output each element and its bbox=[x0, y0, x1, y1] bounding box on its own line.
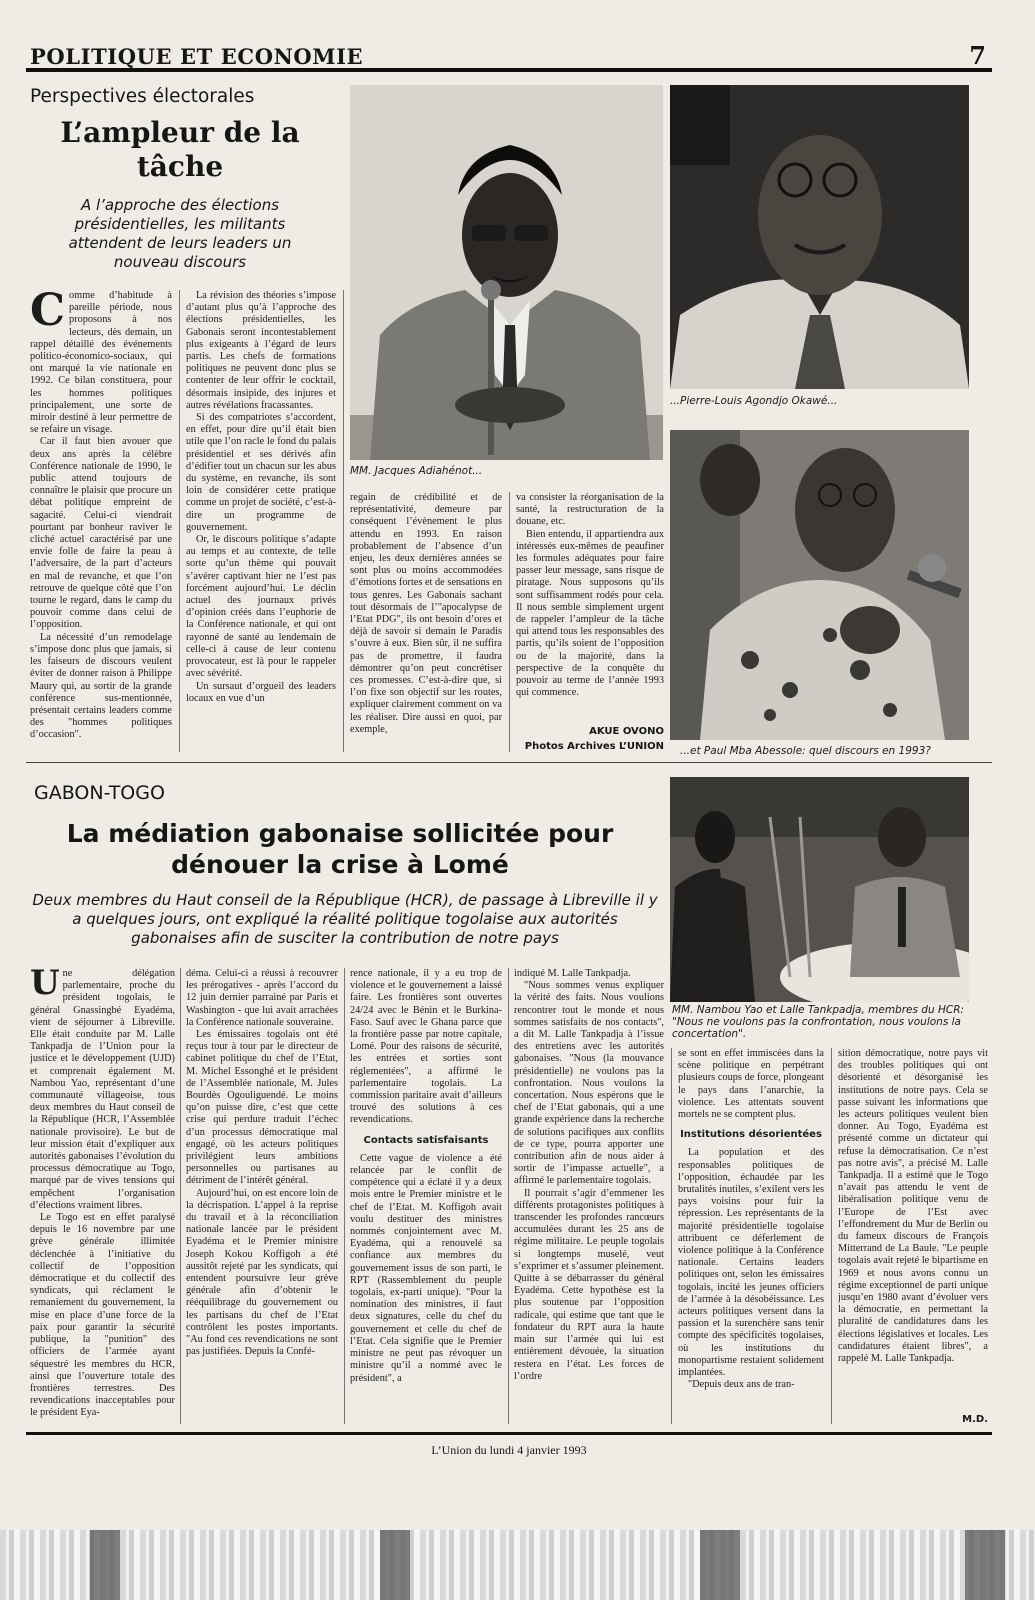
section-title: POLITIQUE ET ECONOMIE bbox=[30, 44, 364, 69]
scan-mark bbox=[700, 1530, 740, 1600]
article2-column-2 bbox=[186, 968, 338, 1424]
article2-col2-p2: Les émissaires togolais ont été reçus tour à tour par le directeur de cabinet politique du chef de l’Etat, M. Michel Essonghé et le président de l’Assemblée nationale, M. Jules Bourdès Ogouliguendé. Le moins qu’on puisse dire, c’est que cette crise qui perdure traduit l’échec d’un processus démocratique mal engagé, où les acteurs politiques privilégient leurs ambitions personnelles ou partisanes au détriment de l’intérêt général. bbox=[186, 1029, 338, 1187]
article2-col2-p3: Aujourd’hui, on est encore loin de la décrispation. L’appel à la reprise du travail et à la réconciliation nationale lancée par le président Eyadéma et le Premier ministre Joseph Kokou Koffigoh a été aussitôt rejeté par les syndicats, qui entendent poursuivre leur grève générale afin d’obtenir le rééquilibrage du gouvernement ou les partisans du chef de l’Etat contrôlent les postes importants. "Au fond ces revendications ne sont pas justifiées. Depuis la Confé- bbox=[186, 1187, 338, 1358]
article2-col2-p1: déma. Celui-ci a réussi à recouvrer les prérogatives - après l’accord du 12 juin dernier parrainé par Paris et Washington - que lui avait arrachées la Conférence nationale souveraine. bbox=[186, 968, 338, 1028]
article2-column-4 bbox=[514, 968, 664, 1424]
article2-col5-p1: se sont en effet immiscées dans la scène politique en perpétrant plusieurs coups de force, plongeant le pays dans l’anarchie, la violence. Les attentats souvent mortels ne se comptent plus. bbox=[678, 1048, 824, 1121]
article1-col1-p2: Car il faut bien avouer que deux ans après la célèbre Conférence nationale de 1990, le public attend toujours de connaître le plaisir que procure un débat politique empreint de sagacité. Celui-ci viendrait pourtant par bonheur raviver le cliché actuel caractérisé par une envie folle de faire la peau à l’adversaire, de la part d’acteurs en mal de revanche, et que l’on retrouve de quelque côté que l’on tourne le regard, dans le camp du pouvoir comme dans celui de l’opposition. bbox=[30, 436, 172, 631]
article1-col3-p1: regain de crédibilité et de représentativité, demeure par conséquent l’évènement le plus attendu en 1993. En raison probablement de l’absence d’un enjeu, les deux dernières années se sont plus ou moins accommodées d’émotions fortes et de sensations en tous genres. Les Gabonais sachant tout désormais de l’"apocalypse de l’Etat PDG", ils ont besoin d’ores et déjà de savoir si demain le Paradis s’ouvre à eux. Bien sûr, il ne suffira pas de promettre, il faudra démontrer qu’on peut concrétiser ces promesses. C’est-à-dire que, si l’on fixe son objectif sur les routes, expliquer clairement comment on va les réaliser. Dire aussi en quoi, par exemple, bbox=[350, 492, 502, 735]
article2-col3-p1: rence nationale, il y a eu trop de violence et le gouvernement a laissé faire. Les frontières sont ouvertes 24/24 avec le Bénin et le Burkina-Faso. Sauf avec le Ghana parce que la frontière passe par notre capitale, Lomé. Pour des raisons de sécurité, les entrées et sorties sont réglementées", a affirmé le parlementaire togolais. La commission paritaire avait d’ailleurs trouvé des solutions à ces revendications. bbox=[350, 968, 502, 1126]
article2-column-1 bbox=[30, 968, 175, 1424]
subhead-institutions: Institutions désorientées bbox=[680, 1129, 822, 1141]
photo-nambou-tankpadja bbox=[670, 777, 969, 1002]
article2-col3-p2: Cette vague de violence a été relancée par le conflit de compétence qui a éclaté il y a deux mois entre le Premier ministre et le chef de l’Etat. M. Koffigoh avait voulu destituer des ministres nommés conjointement avec M. Eyadéma, qui a renouvelé sa confiance aux membres du gouvernement issus de son parti, le RPT (Rassemblement du peuple togolais, ex-parti unique). "Pour la nomination des ministres, il faut deux signatures, celle du chef du gouvernement et celle du chef de l’Etat. Cela signifie que le Premier ministre ne peut pas révoquer un ministre qu’il a nommé avec le président", a bbox=[350, 1152, 502, 1384]
column-rule bbox=[509, 492, 510, 752]
article1-col4-p1: va consister la réorganisation de la santé, la restructuration de la douane, etc. bbox=[516, 492, 664, 528]
article1-col2-p1: La révision des théories s’impose d’autant plus qu’à l’approche des élections présidentielles, les Gabonais seront incontestablement plus exigeants à l’égard de leurs partis. Les chefs de formations politiques ne peuvent donc plus se contenter de leur offrir le cocktail, désormais insipide, des injures et autres révélations fracassantes. bbox=[186, 290, 336, 411]
article2-headline: La médiation gabonaise sollicitée pour dénouer la crise à Lomé bbox=[66, 819, 614, 879]
column-rule bbox=[180, 968, 181, 1424]
page-number: 7 bbox=[969, 41, 986, 70]
article2-col5-p3: "Depuis deux ans de tran- bbox=[688, 1379, 795, 1391]
article-separator bbox=[26, 762, 992, 763]
column-rule bbox=[343, 290, 344, 752]
article2-column-3 bbox=[350, 968, 502, 1424]
scan-mark bbox=[965, 1530, 1005, 1600]
caption-photo3: ...et Paul Mba Abessole: quel discours en 1993? bbox=[680, 745, 931, 757]
article2-signature: M.D. bbox=[962, 1414, 988, 1425]
article1-byline: AKUE OVONO bbox=[589, 726, 664, 737]
article2-column-6 bbox=[838, 1048, 988, 1410]
article1-col2-p2: Si des compatriotes s’accordent, en effet, pour dire qu’il était bien utile que l’on racle le fond du palais présidentiel et ses dérivés afin d’édifier tout un chacun sur les abus du système, en revanche, ils sont loin de considérer cette pratique comme un projet de société, c’est-à-dire un programme de gouvernement. bbox=[186, 412, 336, 533]
article1-standfirst: A l’approche des élections présidentielles, les militants attendent de leurs leaders un nouveau discours bbox=[68, 196, 292, 271]
article1-column-3 bbox=[350, 492, 502, 752]
article2-col4-p1: indiqué M. Lalle Tankpadja. bbox=[514, 968, 631, 979]
scan-mark bbox=[90, 1530, 120, 1600]
page-header bbox=[26, 40, 992, 72]
article2-col4-p3: Il pourrait s’agir d’emmener les différents protagonistes politiques à transcender les profondes rancœurs accumulées durant les 25 ans de régime militaire. Le peuple togolais si longtemps muselé, veut s’exprimer et s’assumer pleinement. Quitte à se débarrasser du général Eyadéma. Cette hypothèse est la plus soutenue par l’opposition radicale, qui estime que tant que le fondateur du RPT aura la haute main sur l’armée qui lui est entièrement dévouée, la situation restera en l’état. Les forces de l’ordre bbox=[514, 1187, 664, 1382]
article2-col1-p2: Le Togo est en effet paralysé depuis le 16 novembre par une grève générale illimitée déclenchée à l’initiative du collectif de l’opposition démocratique et du collectif des syndicats, qui réclament le remaniement du gouvernement, la mise en place d’une force de la paix pour garantir la sécurité publique, la "punition" des officiers de l’armée ayant séquestré les membres du HCR, ainsi que l’ouverture totale des frontières terrestres. Des revendications inacceptables pour le président Eya- bbox=[30, 1212, 175, 1419]
scan-artifact-strip bbox=[0, 1530, 1035, 1600]
caption-photo2: ...Pierre-Louis Agondjo Okawé... bbox=[670, 395, 838, 407]
column-rule bbox=[179, 290, 180, 752]
article2-col1-p1: ne délégation parlementaire, proche du président togolais, le général Gnassingbé Eyadéma, vient de séjourner à Libreville. Elle était conduite par M. Lalle Tankpadja de l’Union pour la justice et le développement (UJD) et comprenait également M. Nambou Yao, représentant d’une communauté villageoise, tous deux membres du Haut conseil de la République (HCR, l’Assemblée nationale provisoire). Le but de leur mission était d’expliquer aux autorités gabonaises l’évolution du processus démocratique au Togo, marqué par de vives tensions qui empêchent l’organisation d’élections vraiment libres. bbox=[30, 968, 175, 1211]
article2-column-5 bbox=[678, 1048, 824, 1424]
column-rule bbox=[508, 968, 509, 1424]
article2-col6-p1: sition démocratique, notre pays vit des troubles politiques qui ont désorienté et désorganisé les institutions de notre pays. Cela se passe suivant les informations que les acteurs politiques veulent bien donner. Au Togo, Eyadéma est présenté comme un dictateur qui refuse la démocratisation. Ce n’est pas notre avis", a précisé M. Lalle Tankpadja. Il a estimé que le Togo n’avait pas attendu le vent de libéralisation politique venu de l’Europe de l’Est avec l’effondrement du Mur de Berlin ou du fameux discours de François Mitterrand de La Baule. "Le peuple togolais avait rejeté le bipartisme en 1969 et nous avons connu un régime exceptionnel de parti unique jusqu’en 1980 avant d’évoluer vers la démocratie, en permettant la pluralité de candidatures dans les élections législatives et locales. Les candidatures étaient libres", a rappelé M. Lalle Tankpadja. bbox=[838, 1048, 988, 1365]
article2-standfirst: Deux membres du Haut conseil de la République (HCR), de passage à Libreville il y a quelques jours, ont expliqué la réalité politique togolaise aux autorités gabonaises afin de susciter la contribution de notre pays bbox=[32, 891, 658, 947]
article1-headline: L’ampleur de la tâche bbox=[60, 116, 300, 183]
photo-agondjo-okawe bbox=[670, 85, 969, 389]
article1-photo-credit: Photos Archives L’UNION bbox=[524, 741, 664, 752]
subhead-contacts: Contacts satisfaisants bbox=[363, 1134, 489, 1146]
article1-column-1 bbox=[30, 290, 172, 752]
article1-col1-p3: La nécessité d’un remodelage s’impose donc plus que jamais, si les faiseurs de discours veulent éviter de donner raison à Philippe Maury qui, au sortir de la grande conférence sus-mentionnée, présentait certains leaders comme des "hommes politiques d’occasion". bbox=[30, 631, 172, 741]
article2-col5-p2: La population et des responsables politiques de l’opposition, échaudée par les brutalités inutiles, s’exilent vers les pays voisins pour fuir la répression. Les représentants de la majorité présidentielle togolaise attribuent ce déferlement de violence politique à la Conférence nationale. Certains leaders politiques ont, selon les émissaires togolais, incité les jeunes officiers de l’armée à la désobéissance. Les acteurs politiques versent dans la passion et la surenchère sans tenir compte des spécificités togolaises, où les institutions du monopartisme restaient solidement implantées. bbox=[678, 1147, 824, 1379]
column-rule bbox=[344, 968, 345, 1424]
caption-photo1: MM. Jacques Adiahénot... bbox=[350, 465, 483, 477]
article1-column-4 bbox=[516, 492, 664, 716]
caption-photo4: MM. Nambou Yao et Lalle Tankpadja, membres du HCR: "Nous ne voulons pas la confrontation, nous voulons la concertation". bbox=[672, 1004, 965, 1040]
article1-column-2 bbox=[186, 290, 336, 752]
article2-col4-p2: "Nous sommes venus expliquer la vérité des faits. Nous voulions rencontrer tout le monde et nous sommes satisfaits de nos contacts", a dit M. Lalle Tankpadja à l’issue des entretiens avec les autorités gabonaises. "Nous (la mouvance présidentielle) ne voulons pas la confrontation. Nous voulons la concertation. Nous espérons que le chef de l’Etat gabonais, qui a une grande expérience dans la recherche de solutions pacifiques aux conflits de ce type, pourra apporter une contribution afin de nous aider à sortir de l’impasse actuelle", a affirmé le parlementaire togolais. bbox=[514, 980, 664, 1187]
footer-dateline: L’Union du lundi 4 janvier 1993 bbox=[431, 1443, 587, 1457]
article1-kicker: Perspectives électorales bbox=[30, 86, 255, 107]
column-rule bbox=[831, 1048, 832, 1424]
page-footer bbox=[26, 1432, 992, 1457]
article1-col4-p2: Bien entendu, il appartiendra aux intéressés eux-mêmes de peaufiner les formules adéquates pour faire passer leur message, sans risque de piratage. Nous supposons qu’ils sont suffisamment rodés pour cela. Il nous semble simplement urgent de rappeler l’ampleur de la tâche qui attend tous les responsables des partis, qu’ils soient de l’opposition ou de la majorité, dans la perspective de la conquête du pouvoir au terme de l’année 1993 qui commence. bbox=[516, 528, 664, 699]
article2-dropcap: U bbox=[30, 968, 60, 1003]
column-rule bbox=[671, 1048, 672, 1424]
article1-col1-p1: omme d’habitude à pareille période, nous proposons à nos lecteurs, dès demain, un rappel détaillé des événements politico-économico-sociaux, qui ont marqué la vie nationale en 1992. Ce bilan constituera, pour les hommes politiques principalement, une sorte de miroir destiné à leur permettre de se refaire un visage. bbox=[30, 290, 172, 436]
article1-col2-p4: Un sursaut d’orgueil des leaders locaux en vue d’un bbox=[186, 680, 336, 704]
photo-jacques-adiahenot bbox=[350, 85, 663, 460]
article1-dropcap: C bbox=[30, 290, 66, 336]
scan-mark bbox=[380, 1530, 410, 1600]
photo-mba-abessole bbox=[670, 430, 969, 740]
article2-kicker: GABON-TOGO bbox=[34, 782, 165, 804]
article1-col2-p3: Or, le discours politique s’adapte au temps et au contexte, de telle sorte qu’un thème qui pouvait s’avérer captivant hier ne l’est pas forcément aujourd’hui. Le déclin actuel des journaux privés d’opinion créés dans l’euphorie de la Conférence nationale, et qui ont rayonné de santé au lendemain de celle-ci à cause de leur contenu provocateur, est là pour le rappeler avec sévérité. bbox=[186, 534, 336, 680]
